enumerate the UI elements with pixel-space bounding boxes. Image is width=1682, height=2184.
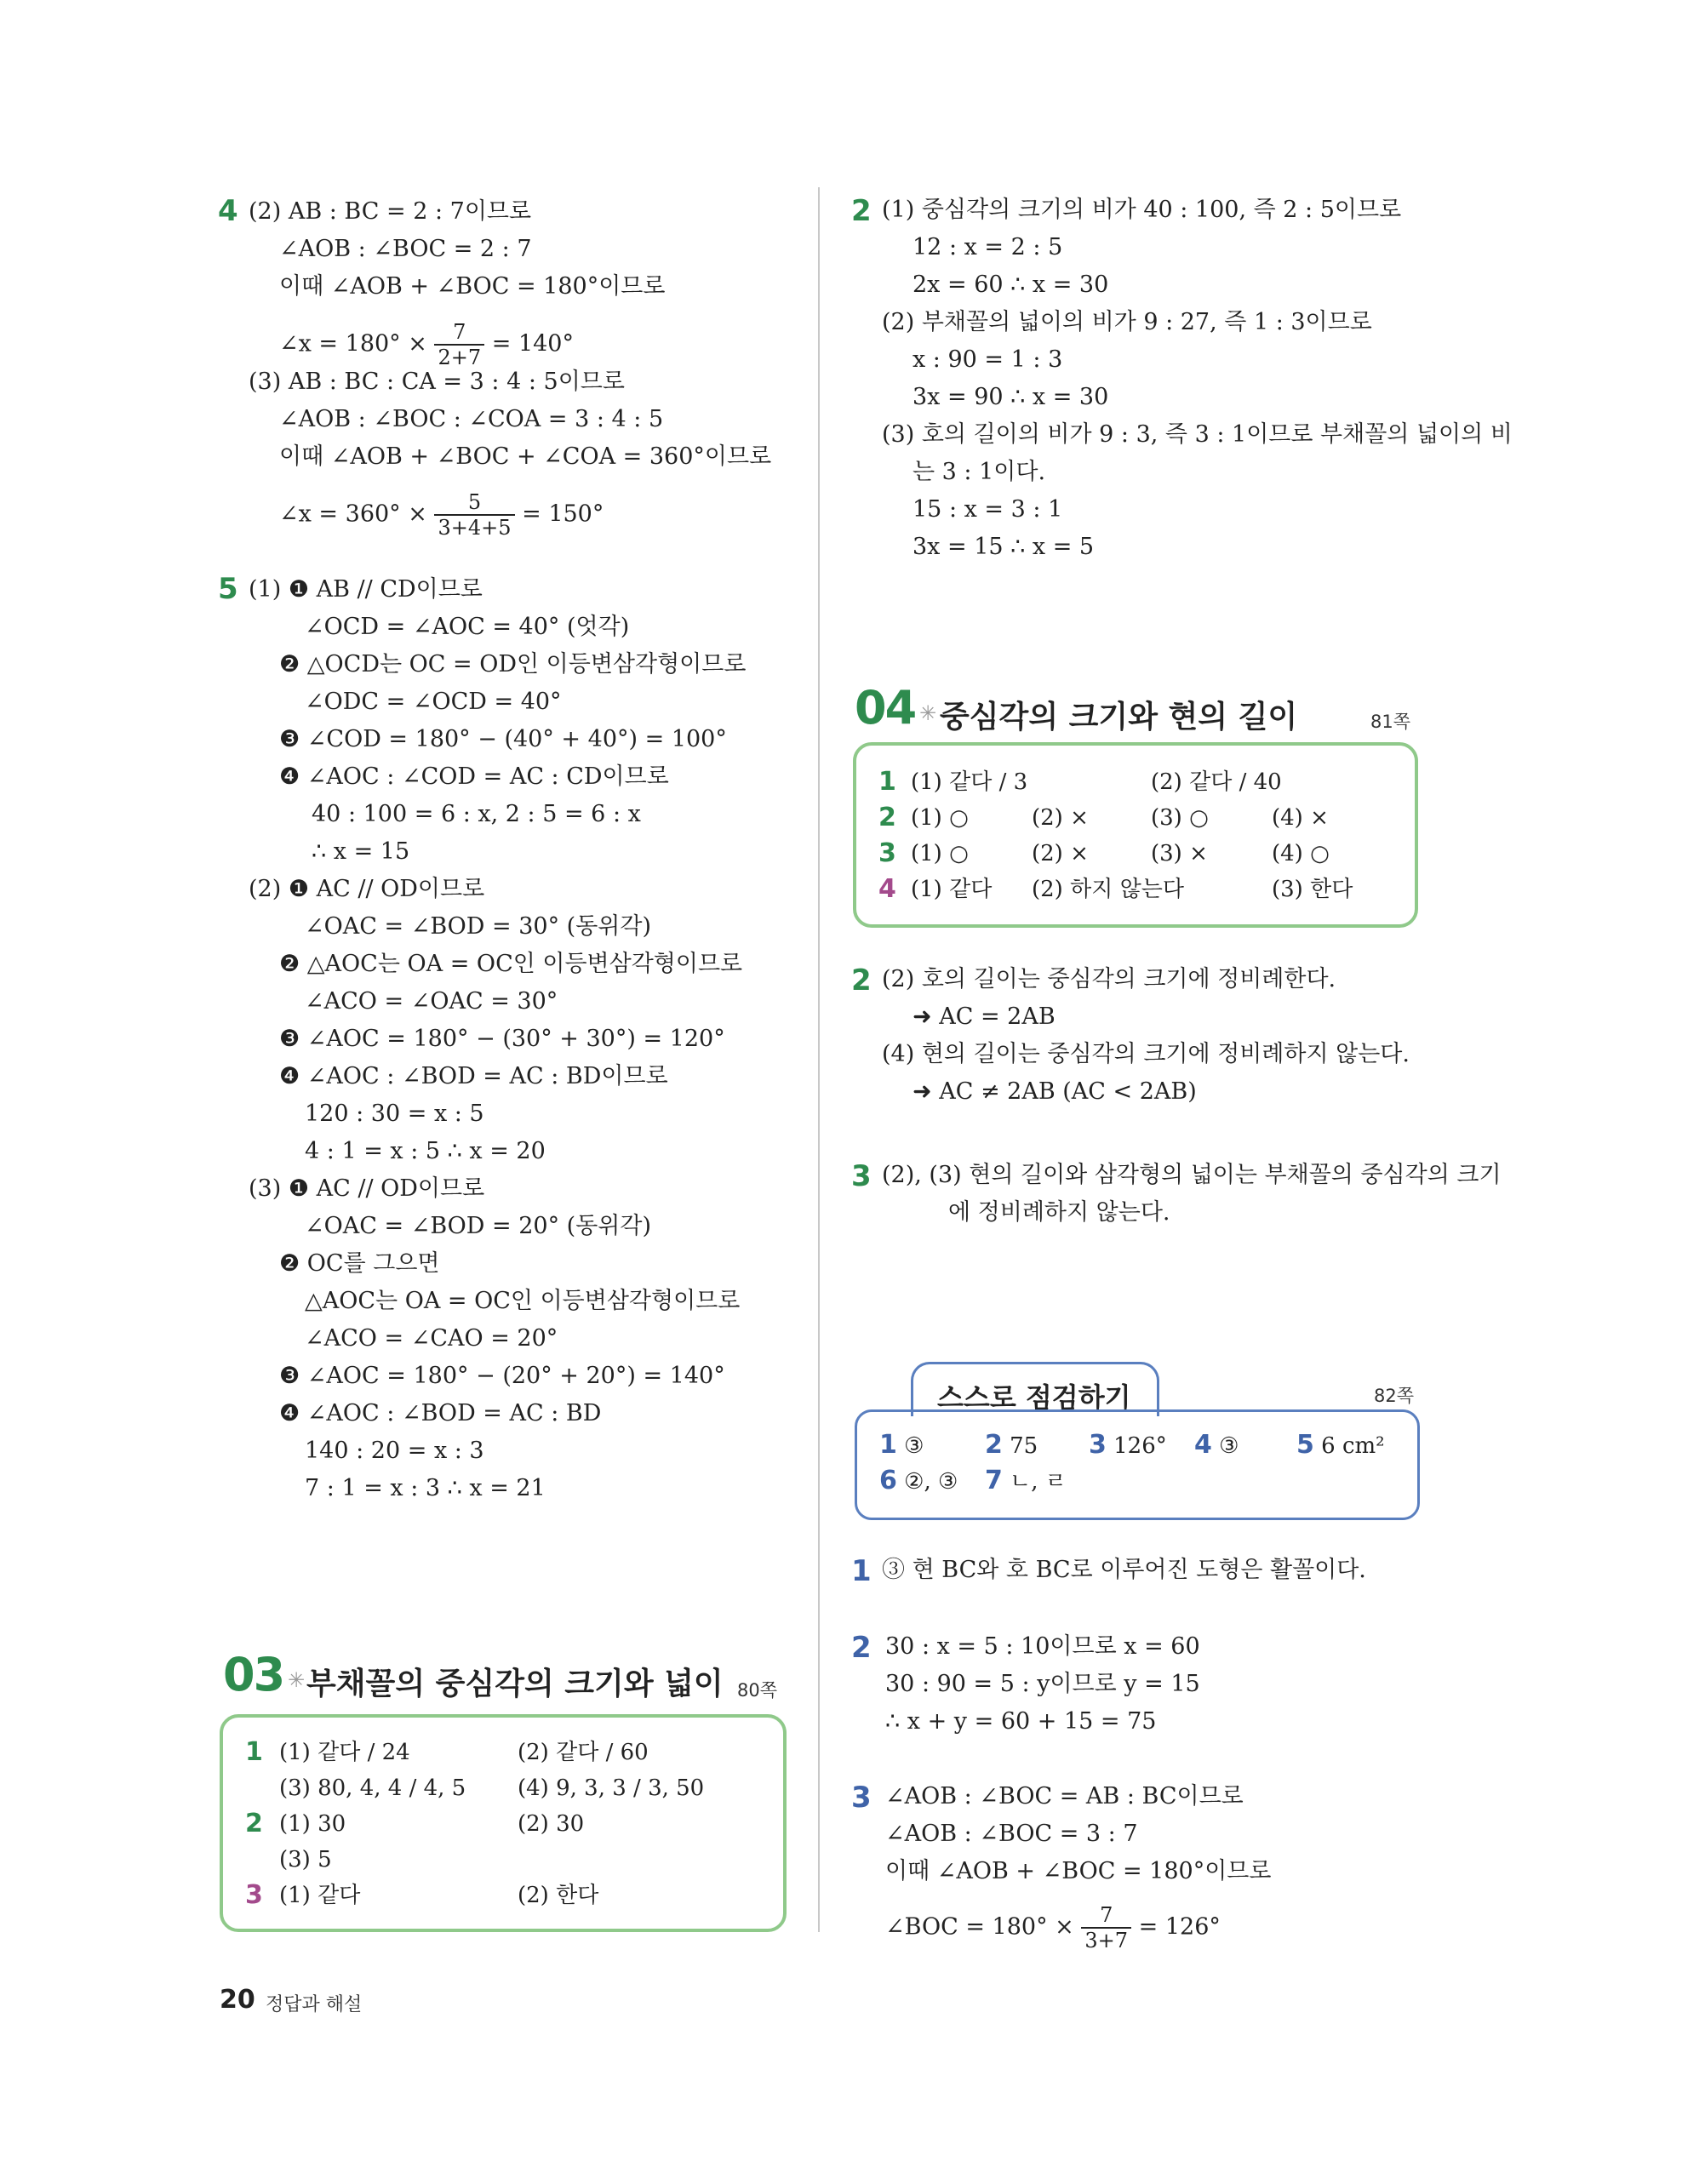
answer-line: ∠AOB : ∠BOC = AB : BC이므로 <box>885 1783 1244 1810</box>
item-number: 3 <box>1089 1430 1107 1460</box>
answer-line: ∴ x + y = 60 + 15 = 75 <box>885 1708 1157 1735</box>
answer-line: ∠AOB : ∠BOC : ∠COA = 3 : 4 : 5 <box>279 406 664 432</box>
answer-line: 7 : 1 = x : 3 ∴ x = 21 <box>305 1475 546 1501</box>
box-cell: (2) 30 <box>518 1811 585 1837</box>
answer-line: 15 : x = 3 : 1 <box>913 496 1063 523</box>
box-cell: (3) 한다 <box>1272 877 1353 902</box>
formula-rhs: = 140° <box>491 330 574 357</box>
fraction-denominator: 3+7 <box>1084 1929 1129 1952</box>
answer-line: 이때 ∠AOB + ∠BOC = 180°이므로 <box>279 273 666 300</box>
formula-line <box>279 320 574 369</box>
fraction <box>434 490 514 540</box>
box-cell: (2) 같다 / 60 <box>518 1740 649 1765</box>
check-item <box>985 1466 1067 1496</box>
box-row <box>245 1810 263 1839</box>
self-check-title: 스스로 점검하기 <box>937 1381 1131 1414</box>
row-number: 3 <box>878 838 896 868</box>
footer-label: 정답과 해설 <box>266 1994 363 2015</box>
answer-line: (2) 부채꼴의 넓이의 비가 9 : 27, 즉 1 : 3이므로 <box>882 309 1372 335</box>
formula-rhs: = 150° <box>522 500 604 528</box>
answer-line: ∠ODC = ∠OCD = 40° <box>305 689 562 715</box>
box-cell: (3) × <box>1151 841 1208 866</box>
section-number: 04 <box>855 681 916 735</box>
question-number: 2 <box>851 963 872 998</box>
formula-lhs: ∠BOC = 180° × <box>885 1913 1074 1941</box>
check-item <box>1296 1431 1385 1461</box>
answer-line: (1) 중심각의 크기의 비가 40 : 100, 즉 2 : 5이므로 <box>882 197 1402 223</box>
question-number: 1 <box>851 1554 872 1588</box>
section-title: 부채꼴의 중심각의 크기와 넓이 <box>306 1667 724 1701</box>
row-number: 3 <box>245 1880 263 1910</box>
answer-line: ❸ ∠AOC = 180° − (20° + 20°) = 140° <box>279 1363 725 1389</box>
page-number: 20 <box>220 1985 255 2015</box>
box-cell: (2) 같다 / 40 <box>1151 769 1282 795</box>
self-check-page-ref: 82쪽 <box>1374 1386 1415 1406</box>
answer-line: ∴ x = 15 <box>312 838 410 865</box>
answer-line: x : 90 = 1 : 3 <box>913 346 1063 373</box>
check-item <box>985 1431 1038 1461</box>
answer-line: (1) ❶ AB // CD이므로 <box>249 576 483 603</box>
answer-line: (2) 호의 길이는 중심각의 크기에 정비례한다. <box>882 966 1336 992</box>
item-answer: ③ <box>1219 1433 1239 1459</box>
answer-line: ∠OAC = ∠BOD = 30° (동위각) <box>305 913 651 940</box>
box-cell: (4) 9, 3, 3 / 3, 50 <box>518 1775 705 1801</box>
fraction <box>434 320 484 369</box>
answer-box <box>853 742 1418 928</box>
formula-line <box>279 490 604 540</box>
box-cell: (2) × <box>1032 805 1089 831</box>
formula-lhs: ∠x = 360° × <box>279 500 427 528</box>
answer-line: 40 : 100 = 6 : x, 2 : 5 = 6 : x <box>312 801 641 827</box>
answer-line: △AOC는 OA = OC인 이등변삼각형이므로 <box>305 1288 741 1314</box>
formula-rhs: = 126° <box>1138 1913 1221 1941</box>
check-item <box>1089 1431 1167 1461</box>
question-number: 2 <box>851 1631 872 1665</box>
star-icon: ✳ <box>288 1668 306 1692</box>
box-cell: (1) 같다 <box>279 1883 361 1908</box>
answer-line: 30 : 90 = 5 : y이므로 y = 15 <box>885 1671 1200 1697</box>
answer-box <box>220 1714 787 1932</box>
answer-line: 12 : x = 2 : 5 <box>913 234 1063 260</box>
answer-line: ∠OAC = ∠BOD = 20° (동위각) <box>305 1213 651 1239</box>
answer-line: 에 정비례하지 않는다. <box>948 1199 1170 1226</box>
section-number: 03 <box>223 1648 284 1701</box>
item-number: 4 <box>1194 1430 1212 1460</box>
box-cell: (1) ○ <box>911 805 969 831</box>
fraction-denominator: 3+4+5 <box>438 516 512 540</box>
star-icon: ✳ <box>919 701 937 725</box>
row-number: 4 <box>878 874 896 904</box>
answer-line: (3) 호의 길이의 비가 9 : 3, 즉 3 : 1이므로 부채꼴의 넓이의 비 <box>882 421 1513 448</box>
item-number: 2 <box>985 1430 1003 1460</box>
question-number: 3 <box>851 1159 872 1193</box>
box-cell: (1) 같다 / 3 <box>911 769 1028 795</box>
answer-line: 2x = 60 ∴ x = 30 <box>913 272 1109 298</box>
box-cell: (3) 80, 4, 4 / 4, 5 <box>279 1775 466 1801</box>
answer-line: ∠OCD = ∠AOC = 40° (엇각) <box>305 614 630 640</box>
box-row <box>245 1738 263 1768</box>
self-check-box <box>855 1409 1420 1520</box>
column-divider <box>818 187 820 1932</box>
row-number: 1 <box>878 767 896 797</box>
box-cell: (2) 한다 <box>518 1883 599 1908</box>
box-cell: (1) 같다 <box>911 877 993 902</box>
answer-line: ➜ AC ≠ 2AB (AC < 2AB) <box>913 1078 1197 1105</box>
answer-line: ∠AOB : ∠BOC = 3 : 7 <box>885 1821 1138 1847</box>
fraction-numerator: 5 <box>434 490 514 516</box>
answer-line: (2), (3) 현의 길이와 삼각형의 넓이는 부채꼴의 중심각의 크기 <box>882 1162 1502 1188</box>
row-number: 2 <box>878 803 896 832</box>
self-check-tab <box>911 1362 1159 1416</box>
answer-line: ③ 현 BC와 호 BC로 이루어진 도형은 활꼴이다. <box>882 1557 1366 1583</box>
item-answer: 6 cm² <box>1321 1433 1385 1459</box>
item-number: 6 <box>879 1466 897 1495</box>
section-page-ref: 80쪽 <box>737 1680 778 1701</box>
answer-line: ❹ ∠AOC : ∠BOD = AC : BD이므로 <box>279 1063 668 1089</box>
answer-line: 이때 ∠AOB + ∠BOC = 180°이므로 <box>885 1858 1272 1884</box>
section-title: 중심각의 크기와 현의 길이 <box>940 700 1298 735</box>
answer-line: 는 3 : 1이다. <box>913 459 1046 485</box>
fraction-numerator: 7 <box>434 320 484 346</box>
box-cell: (1) ○ <box>911 841 969 866</box>
question-number: 5 <box>218 572 238 606</box>
question-number: 2 <box>851 194 872 228</box>
answer-line: (3) AB : BC : CA = 3 : 4 : 5이므로 <box>249 369 625 395</box>
item-number: 1 <box>879 1430 897 1460</box>
box-row <box>245 1881 263 1911</box>
item-number: 7 <box>985 1466 1003 1495</box>
formula-line <box>885 1903 1221 1952</box>
answer-line: (2) AB : BC = 2 : 7이므로 <box>249 198 532 225</box>
box-cell: (4) × <box>1272 805 1329 831</box>
box-cell: (2) × <box>1032 841 1089 866</box>
formula-lhs: ∠x = 180° × <box>279 330 427 357</box>
check-item <box>879 1431 924 1461</box>
answer-line: 120 : 30 = x : 5 <box>305 1101 484 1127</box>
answer-line: ∠ACO = ∠OAC = 30° <box>305 988 558 1015</box>
answer-line: ❷ △AOC는 OA = OC인 이등변삼각형이므로 <box>279 951 743 977</box>
row-number: 1 <box>245 1737 263 1767</box>
answer-line: ❹ ∠AOC : ∠COD = AC : CD이므로 <box>279 763 669 790</box>
check-item <box>879 1466 958 1496</box>
item-answer: 126° <box>1113 1433 1167 1459</box>
box-cell: (3) 5 <box>279 1847 332 1872</box>
answer-line: ❷ △OCD는 OC = OD인 이등변삼각형이므로 <box>279 651 747 677</box>
box-cell: (2) 하지 않는다 <box>1032 877 1184 902</box>
box-cell: (1) 같다 / 24 <box>279 1740 410 1765</box>
item-answer: ③ <box>904 1433 924 1459</box>
answer-line: ∠ACO = ∠CAO = 20° <box>305 1325 558 1352</box>
fraction <box>1081 1903 1131 1952</box>
answer-line: (3) ❶ AC // OD이므로 <box>249 1175 485 1202</box>
question-number: 4 <box>218 194 238 228</box>
box-cell: (4) ○ <box>1272 841 1330 866</box>
answer-line: ❸ ∠AOC = 180° − (30° + 30°) = 120° <box>279 1026 725 1052</box>
fraction-denominator: 2+7 <box>438 346 482 369</box>
row-number: 2 <box>245 1809 263 1838</box>
answer-line: 4 : 1 = x : 5 ∴ x = 20 <box>305 1138 546 1164</box>
check-item <box>1194 1431 1239 1461</box>
answer-line: ❹ ∠AOC : ∠BOD = AC : BD <box>279 1400 602 1426</box>
answer-line: ➜ AC = 2AB <box>913 1003 1056 1030</box>
item-answer: 75 <box>1010 1433 1038 1459</box>
answer-line: (4) 현의 길이는 중심각의 크기에 정비례하지 않는다. <box>882 1041 1410 1067</box>
answer-line: 140 : 20 = x : 3 <box>305 1438 484 1464</box>
answer-line: 이때 ∠AOB + ∠BOC + ∠COA = 360°이므로 <box>279 443 772 470</box>
answer-line: (2) ❶ AC // OD이므로 <box>249 876 485 902</box>
answer-line: 30 : x = 5 : 10이므로 x = 60 <box>885 1633 1200 1660</box>
item-answer: ㄴ, ㄹ <box>1010 1469 1067 1495</box>
box-cell: (1) 30 <box>279 1811 346 1837</box>
box-cell: (3) ○ <box>1151 805 1209 831</box>
section-page-ref: 81쪽 <box>1370 712 1411 732</box>
item-number: 5 <box>1296 1430 1314 1460</box>
item-answer: ②, ③ <box>904 1469 958 1495</box>
answer-line: ❸ ∠COD = 180° − (40° + 40°) = 100° <box>279 726 727 752</box>
answer-line: ∠AOB : ∠BOC = 2 : 7 <box>279 236 532 262</box>
answer-line: ❷ OC를 그으면 <box>279 1250 440 1277</box>
fraction-numerator: 7 <box>1081 1903 1131 1929</box>
answer-line: 3x = 15 ∴ x = 5 <box>913 534 1095 560</box>
answer-line: 3x = 90 ∴ x = 30 <box>913 384 1109 410</box>
question-number: 3 <box>851 1781 872 1815</box>
